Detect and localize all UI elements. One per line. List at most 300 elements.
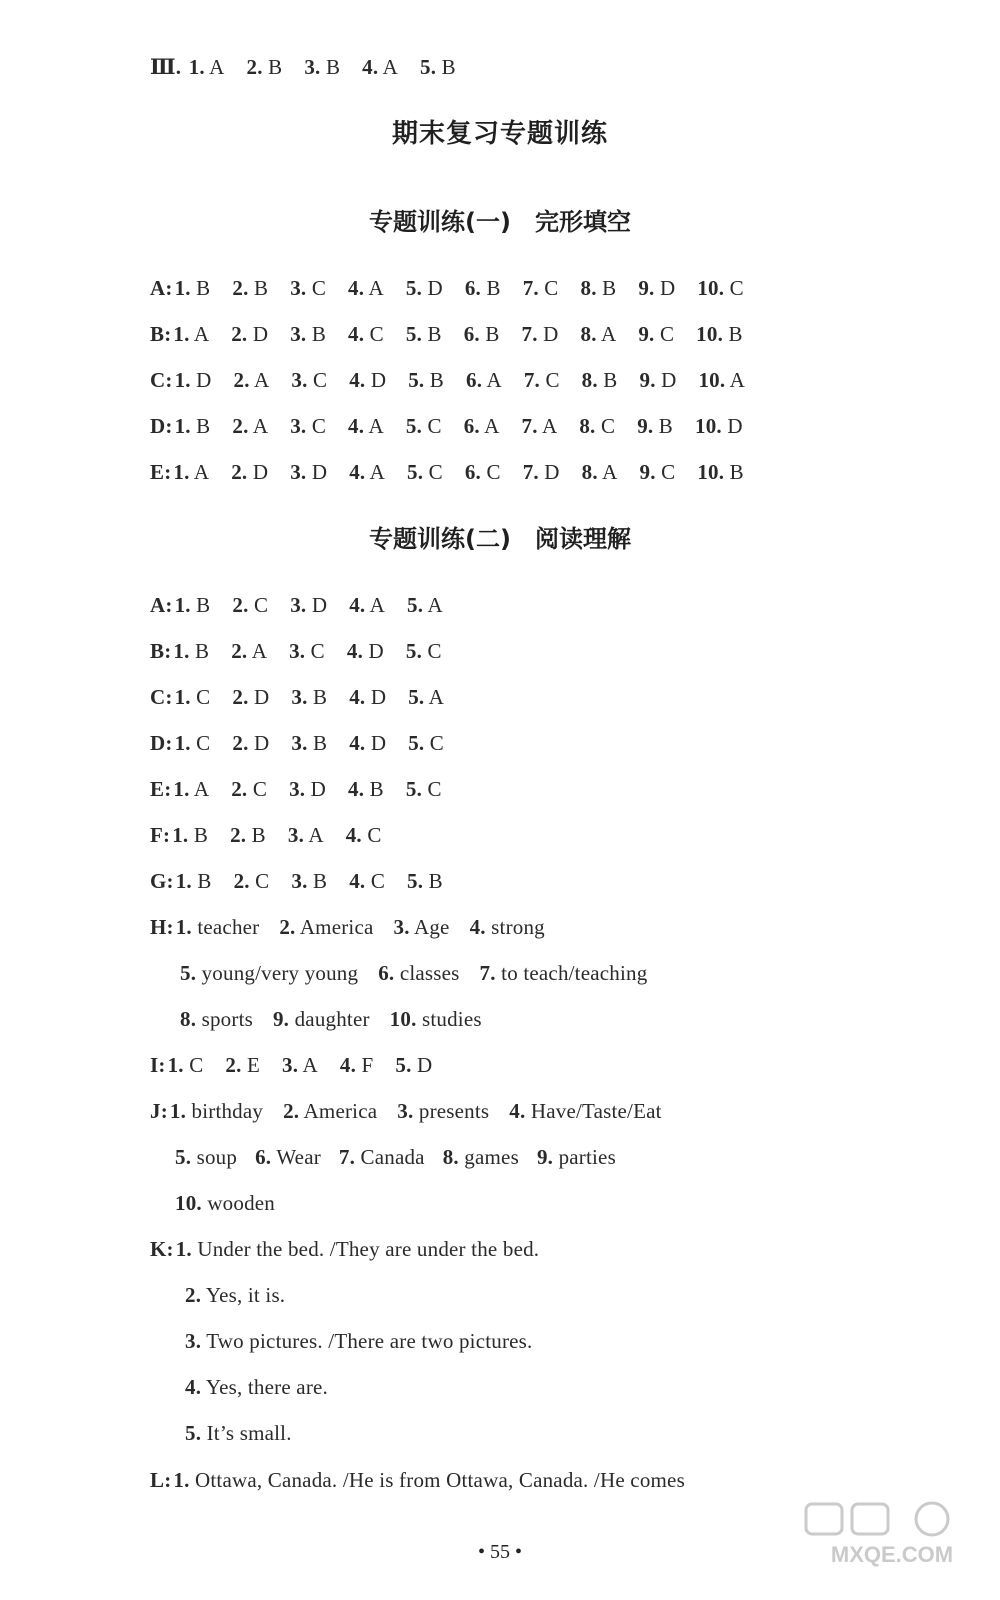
answer-number: 10. bbox=[697, 276, 725, 300]
answer-line bbox=[150, 457, 766, 487]
watermark-text: MXQE.COM bbox=[830, 1542, 954, 1567]
answer-item bbox=[283, 1099, 377, 1123]
answer-item bbox=[176, 915, 260, 939]
answer-item bbox=[464, 322, 500, 346]
line-label: B: bbox=[150, 639, 172, 663]
answer-value: sports bbox=[201, 1007, 253, 1031]
answer-value: D bbox=[370, 368, 387, 392]
answer-item bbox=[168, 1053, 204, 1077]
answer-item bbox=[232, 731, 269, 755]
answer-number: 3. bbox=[304, 55, 321, 79]
answer-value: parties bbox=[558, 1145, 616, 1169]
answer-number: 1. bbox=[174, 593, 191, 617]
answer-item bbox=[175, 685, 211, 709]
answer-number: 1. bbox=[174, 368, 191, 392]
answer-item bbox=[231, 322, 268, 346]
answer-number: 3. bbox=[290, 414, 307, 438]
main-title: 期末复习专题训练 bbox=[391, 119, 608, 149]
answer-value: A bbox=[193, 460, 210, 484]
answer-value: D bbox=[370, 731, 387, 755]
answer-item bbox=[406, 276, 443, 300]
answer-item bbox=[175, 593, 211, 617]
answer-item bbox=[696, 322, 743, 346]
answer-item bbox=[348, 276, 384, 300]
answer-item bbox=[349, 368, 386, 392]
answer-item bbox=[289, 639, 325, 663]
answer-value: teacher bbox=[197, 915, 260, 939]
answer-value: B bbox=[427, 322, 442, 346]
answer-item bbox=[173, 777, 209, 801]
answer-item bbox=[378, 961, 459, 985]
answer-value: A bbox=[368, 414, 384, 438]
answer-item bbox=[397, 1099, 489, 1123]
answer-line bbox=[150, 682, 466, 712]
answer-item bbox=[638, 276, 675, 300]
answer-item bbox=[290, 460, 327, 484]
answer-number: 3. bbox=[291, 869, 308, 893]
answer-value: America bbox=[299, 915, 374, 939]
answer-item bbox=[394, 915, 450, 939]
answer-number: 1. bbox=[174, 276, 191, 300]
answer-number: 4. bbox=[349, 368, 366, 392]
answer-item bbox=[231, 460, 268, 484]
answer-item bbox=[349, 593, 385, 617]
answer-item bbox=[231, 639, 267, 663]
answer-line bbox=[150, 636, 464, 666]
answer-line bbox=[150, 273, 766, 303]
answer-number: 5. bbox=[405, 777, 423, 801]
answer-line bbox=[150, 1096, 682, 1126]
answer-value: wooden bbox=[207, 1191, 275, 1215]
answer-value: C bbox=[196, 731, 211, 755]
answer-value: A bbox=[308, 823, 324, 847]
answer-item bbox=[582, 368, 618, 392]
answer-value: A bbox=[369, 460, 386, 484]
answer-item bbox=[176, 1237, 540, 1261]
answer-item bbox=[579, 414, 615, 438]
answer-item bbox=[698, 368, 745, 392]
answer-value: daughter bbox=[294, 1007, 370, 1031]
answer-item bbox=[406, 639, 442, 663]
answer-number: 5. bbox=[420, 55, 437, 79]
answer-number: 9. bbox=[638, 322, 655, 346]
answer-value: B bbox=[728, 322, 743, 346]
answer-number: 5. bbox=[407, 593, 424, 617]
answer-item bbox=[340, 1053, 374, 1077]
answer-item bbox=[348, 414, 384, 438]
answer-item bbox=[231, 777, 267, 801]
answer-item bbox=[279, 915, 373, 939]
answer-value: to teach/teaching bbox=[501, 961, 648, 985]
answer-value: B bbox=[486, 276, 501, 300]
answer-number: 4. bbox=[362, 55, 379, 79]
answer-value: classes bbox=[399, 961, 460, 985]
answer-item bbox=[406, 322, 442, 346]
answer-item bbox=[232, 593, 268, 617]
answer-number: 8. bbox=[580, 276, 597, 300]
answer-item bbox=[443, 1145, 519, 1169]
line-label: K: bbox=[150, 1237, 174, 1261]
answer-item bbox=[230, 823, 266, 847]
answer-number: 2. bbox=[279, 915, 296, 939]
answer-value: A bbox=[252, 414, 269, 438]
answer-line bbox=[180, 1004, 502, 1034]
answer-item bbox=[470, 915, 545, 939]
answer-value: C bbox=[254, 593, 269, 617]
answer-number: 1. bbox=[174, 731, 191, 755]
answer-item bbox=[234, 869, 270, 893]
answer-value: A bbox=[427, 593, 443, 617]
answer-item bbox=[175, 414, 211, 438]
answer-item bbox=[395, 1053, 432, 1077]
answer-value: A bbox=[369, 593, 386, 617]
answer-value: B bbox=[369, 777, 384, 801]
answer-number: 7. bbox=[522, 460, 539, 484]
answer-value: D bbox=[368, 639, 384, 663]
answer-value: E bbox=[247, 1053, 261, 1077]
line-label: D: bbox=[150, 414, 173, 438]
answer-item bbox=[407, 593, 443, 617]
answer-item bbox=[581, 322, 617, 346]
answer-item bbox=[290, 276, 326, 300]
answer-value: D bbox=[311, 593, 328, 617]
answer-line bbox=[150, 1050, 454, 1080]
section1-title: 专题训练(一) 完形填空 bbox=[369, 208, 631, 236]
line-label: A: bbox=[150, 276, 173, 300]
answer-number: 3. bbox=[393, 915, 410, 939]
answer-item bbox=[273, 1007, 370, 1031]
answer-value: D bbox=[254, 685, 270, 709]
answer-item bbox=[175, 1145, 237, 1169]
answer-value: A bbox=[600, 322, 617, 346]
answer-number: 3. bbox=[291, 731, 308, 755]
answer-number: 3. bbox=[289, 777, 306, 801]
answer-value: C bbox=[427, 639, 442, 663]
answer-value: B bbox=[254, 276, 269, 300]
answer-value: A bbox=[729, 368, 746, 392]
answer-item bbox=[291, 368, 327, 392]
answer-number: 5. bbox=[408, 731, 425, 755]
answer-value: D bbox=[254, 731, 270, 755]
answer-number: 1. bbox=[174, 414, 191, 438]
answer-value: D bbox=[544, 460, 560, 484]
answer-number: 5. bbox=[185, 1421, 202, 1445]
answer-number: 1. bbox=[173, 639, 190, 663]
answer-value: young/very young bbox=[201, 961, 359, 985]
answer-value: Wear bbox=[276, 1145, 321, 1169]
answer-line bbox=[150, 774, 464, 804]
answer-item bbox=[290, 322, 326, 346]
answer-item bbox=[185, 1421, 292, 1445]
answer-item bbox=[522, 322, 559, 346]
answer-value: C bbox=[367, 823, 382, 847]
answer-number: 7. bbox=[338, 1145, 356, 1169]
answer-number: 3. bbox=[282, 1053, 299, 1077]
answer-item bbox=[406, 777, 442, 801]
answer-item bbox=[347, 639, 384, 663]
answer-number: 2. bbox=[225, 1053, 242, 1077]
answer-number: 1. bbox=[169, 1099, 187, 1123]
answer-number: 3. bbox=[287, 823, 305, 847]
answer-item bbox=[582, 460, 618, 484]
answer-number: 9. bbox=[639, 460, 656, 484]
answer-value: B bbox=[311, 322, 327, 346]
answer-number: 5. bbox=[407, 460, 424, 484]
answer-value: A bbox=[368, 276, 384, 300]
answer-number: 6. bbox=[378, 961, 395, 985]
line-label: B: bbox=[150, 322, 172, 346]
answer-item bbox=[175, 731, 211, 755]
answer-number: 4. bbox=[348, 777, 365, 801]
answer-number: 2. bbox=[232, 414, 249, 438]
answer-value: B bbox=[196, 414, 211, 438]
answer-value: D bbox=[727, 414, 743, 438]
answer-item bbox=[466, 368, 502, 392]
answer-item bbox=[176, 869, 212, 893]
line-label: L: bbox=[150, 1468, 172, 1492]
answer-item bbox=[173, 322, 209, 346]
answer-number: 2. bbox=[233, 368, 250, 392]
answer-number: 6. bbox=[466, 368, 483, 392]
answer-value: B bbox=[602, 276, 617, 300]
answer-value: D bbox=[543, 322, 559, 346]
answer-number: 1. bbox=[173, 777, 190, 801]
answer-item bbox=[289, 777, 326, 801]
answer-number: 1. bbox=[173, 322, 190, 346]
answer-value: B bbox=[312, 731, 328, 755]
answer-value: B bbox=[428, 869, 443, 893]
answer-item bbox=[522, 414, 558, 438]
answer-number: 9. bbox=[639, 368, 656, 392]
answer-value: B bbox=[729, 460, 744, 484]
line-label: D: bbox=[150, 731, 173, 755]
answer-value: B bbox=[485, 322, 500, 346]
answer-line bbox=[150, 728, 466, 758]
answer-number: 6. bbox=[464, 276, 482, 300]
answer-value: C bbox=[196, 685, 211, 709]
line-label: H: bbox=[150, 915, 174, 939]
answer-number: 4. bbox=[339, 1053, 357, 1077]
answer-value: Yes, there are. bbox=[205, 1375, 328, 1399]
answer-item bbox=[349, 731, 386, 755]
answer-number: 2. bbox=[231, 460, 248, 484]
answer-item bbox=[282, 1053, 318, 1077]
answer-number: 10. bbox=[698, 368, 726, 392]
answer-item bbox=[290, 414, 326, 438]
answer-number: 4. bbox=[349, 593, 366, 617]
answer-item bbox=[185, 1375, 328, 1399]
answer-value: B bbox=[251, 823, 266, 847]
answer-number: 2. bbox=[231, 639, 248, 663]
answer-item bbox=[291, 731, 327, 755]
answer-value: D bbox=[196, 368, 212, 392]
answer-number: 1. bbox=[172, 823, 189, 847]
answer-value: C bbox=[427, 777, 442, 801]
answer-item bbox=[304, 55, 340, 79]
answer-item bbox=[173, 1468, 685, 1492]
watermark-logo-icon bbox=[802, 1500, 982, 1570]
answer-item bbox=[465, 460, 501, 484]
answer-value: C bbox=[600, 414, 616, 438]
answer-item bbox=[291, 869, 327, 893]
answer-item bbox=[291, 685, 327, 709]
answer-number: 9. bbox=[536, 1145, 554, 1169]
answer-number: 4. bbox=[185, 1375, 202, 1399]
answer-value: B bbox=[197, 869, 212, 893]
answer-value: A bbox=[428, 685, 445, 709]
answer-line bbox=[185, 1326, 533, 1356]
answer-number: 1. bbox=[175, 915, 192, 939]
answer-item bbox=[232, 685, 269, 709]
answer-item bbox=[697, 276, 744, 300]
answer-item bbox=[465, 276, 501, 300]
answer-item bbox=[640, 368, 677, 392]
answer-item bbox=[408, 368, 444, 392]
answer-number: 3. bbox=[185, 1329, 202, 1353]
answer-item bbox=[175, 1191, 275, 1215]
answer-line bbox=[150, 319, 765, 349]
answer-number: 3. bbox=[290, 460, 307, 484]
answer-number: 5. bbox=[408, 685, 425, 709]
line-label: A: bbox=[150, 593, 173, 617]
answer-line bbox=[150, 1465, 685, 1495]
answer-item bbox=[349, 869, 385, 893]
answer-number: 2. bbox=[246, 55, 263, 79]
answer-item bbox=[362, 55, 398, 79]
answer-item bbox=[175, 276, 211, 300]
answer-value: C bbox=[255, 869, 270, 893]
answer-item bbox=[407, 460, 443, 484]
answer-number: 4. bbox=[348, 322, 365, 346]
answer-item bbox=[349, 685, 386, 709]
answer-value: B bbox=[196, 593, 211, 617]
answer-number: 8. bbox=[180, 1007, 197, 1031]
section2-title: 专题训练(二) 阅读理解 bbox=[369, 525, 631, 553]
page-number: • 55 • bbox=[477, 1541, 522, 1563]
answer-item bbox=[524, 368, 560, 392]
answer-value: Canada bbox=[360, 1145, 425, 1169]
answer-number: 2. bbox=[230, 823, 247, 847]
answer-value: F bbox=[361, 1053, 374, 1077]
answer-number: 5. bbox=[175, 1145, 192, 1169]
answer-value: A bbox=[251, 639, 268, 663]
answer-value: C bbox=[310, 639, 325, 663]
answer-item bbox=[180, 1007, 253, 1031]
answer-value: B bbox=[429, 368, 445, 392]
answer-number: 7. bbox=[522, 276, 539, 300]
answer-number: 5. bbox=[407, 869, 424, 893]
answer-number: 8. bbox=[579, 414, 596, 438]
answer-value: B bbox=[312, 685, 328, 709]
line-label: Ⅲ. bbox=[150, 55, 182, 79]
answer-value: C bbox=[427, 414, 442, 438]
answer-value: C bbox=[659, 322, 675, 346]
line-label: C: bbox=[150, 368, 173, 392]
answer-value: B bbox=[196, 276, 211, 300]
answer-item bbox=[581, 276, 617, 300]
answer-item bbox=[170, 1099, 263, 1123]
answer-item bbox=[189, 55, 225, 79]
answer-item bbox=[420, 55, 456, 79]
answer-number: 7. bbox=[521, 414, 538, 438]
answer-value: C bbox=[252, 777, 268, 801]
answer-value: C bbox=[311, 276, 327, 300]
answer-number: 3. bbox=[290, 276, 307, 300]
answer-value: C bbox=[729, 276, 744, 300]
answer-number: 5. bbox=[408, 368, 425, 392]
answer-number: 4. bbox=[349, 685, 366, 709]
answer-number: 2. bbox=[233, 869, 250, 893]
answer-line bbox=[150, 1234, 539, 1264]
answer-value: D bbox=[416, 1053, 433, 1077]
answer-value: Ottawa, Canada. /He is from Ottawa, Canada. /He comes bbox=[195, 1468, 685, 1492]
answer-number: 9. bbox=[272, 1007, 290, 1031]
answer-item bbox=[339, 1145, 425, 1169]
answer-value: C bbox=[312, 368, 328, 392]
answer-value: B bbox=[603, 368, 618, 392]
answer-item bbox=[640, 460, 676, 484]
answer-value: games bbox=[464, 1145, 519, 1169]
answer-number: 4. bbox=[469, 915, 486, 939]
answer-value: It’s small. bbox=[206, 1421, 292, 1445]
answer-item bbox=[180, 961, 358, 985]
answer-value: D bbox=[252, 460, 269, 484]
answer-number: 1. bbox=[173, 460, 190, 484]
answer-number: 4. bbox=[349, 731, 366, 755]
answer-item bbox=[349, 460, 385, 484]
answer-item bbox=[173, 460, 209, 484]
answer-value: Under the bed. /They are under the bed. bbox=[197, 1237, 540, 1261]
top-answer-line bbox=[150, 52, 478, 82]
answer-number: 5. bbox=[405, 276, 423, 300]
answer-item bbox=[348, 322, 384, 346]
answer-item bbox=[172, 823, 208, 847]
answer-number: 5. bbox=[405, 639, 423, 663]
answer-number: 2. bbox=[283, 1099, 300, 1123]
answer-number: 5. bbox=[180, 961, 197, 985]
answer-value: presents bbox=[418, 1099, 490, 1123]
answer-item bbox=[234, 368, 270, 392]
answer-line bbox=[150, 365, 767, 395]
answer-value: A bbox=[602, 460, 618, 484]
answer-number: 2. bbox=[231, 322, 248, 346]
answer-item bbox=[185, 1283, 285, 1307]
line-label: I: bbox=[150, 1053, 166, 1077]
answer-number: 10. bbox=[175, 1191, 202, 1215]
answer-item bbox=[509, 1099, 661, 1123]
answer-value: Yes, it is. bbox=[205, 1283, 286, 1307]
answer-item bbox=[464, 414, 500, 438]
answer-item bbox=[255, 1145, 321, 1169]
answer-item bbox=[290, 593, 327, 617]
answer-number: 8. bbox=[580, 322, 597, 346]
line-label: E: bbox=[150, 777, 172, 801]
answer-number: 1. bbox=[175, 869, 192, 893]
answer-number: 4. bbox=[348, 276, 365, 300]
answer-value: D bbox=[661, 368, 677, 392]
answer-number: 4. bbox=[346, 639, 364, 663]
answer-value: C bbox=[661, 460, 676, 484]
answer-number: 10. bbox=[696, 322, 724, 346]
answer-value: D bbox=[311, 460, 328, 484]
answer-number: 10. bbox=[697, 460, 725, 484]
answer-number: 1. bbox=[188, 55, 205, 79]
answer-item bbox=[348, 777, 384, 801]
answer-value: birthday bbox=[191, 1099, 264, 1123]
answer-value: Have/Taste/Eat bbox=[530, 1099, 662, 1123]
answer-value: C bbox=[486, 460, 501, 484]
answer-value: A bbox=[486, 368, 502, 392]
